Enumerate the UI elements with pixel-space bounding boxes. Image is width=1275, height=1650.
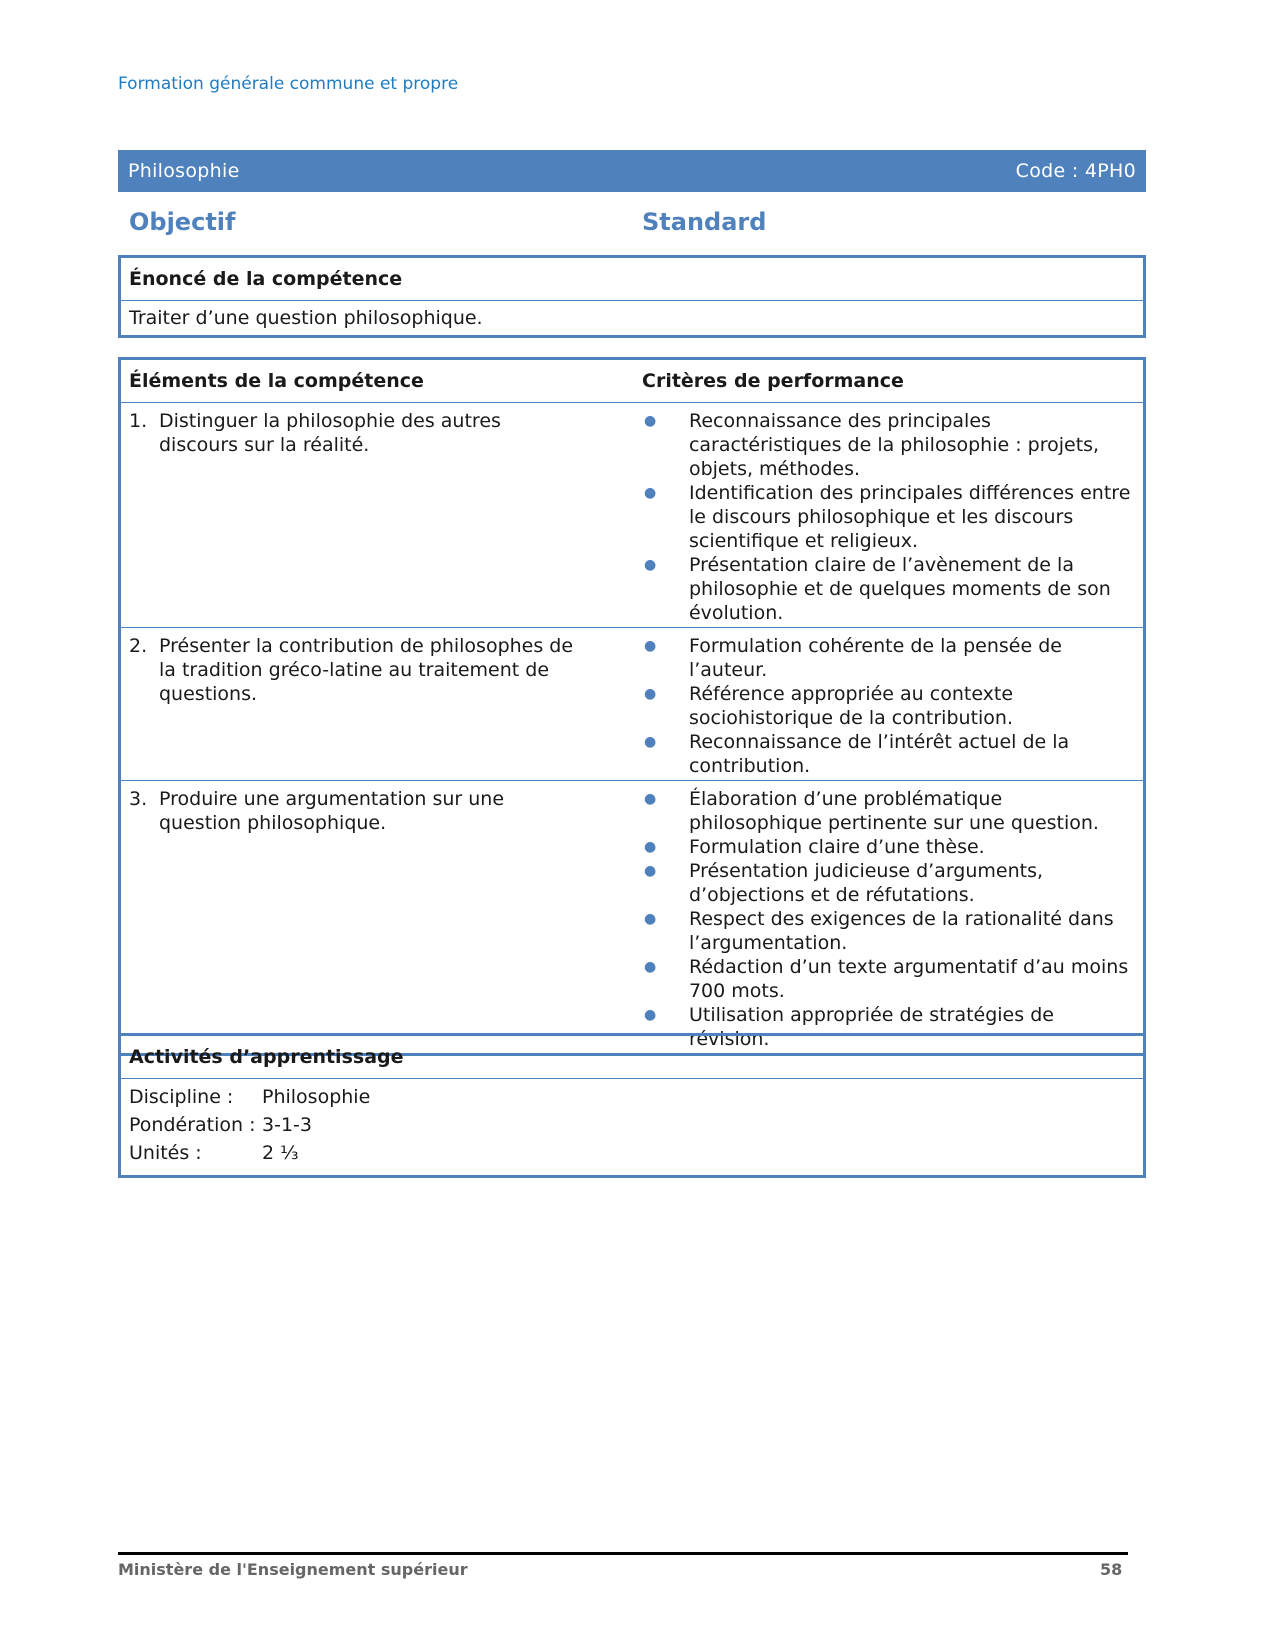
enonce-header: Énoncé de la compétence	[121, 258, 1143, 301]
criterion-item: ● Formulation cohérente de la pensée de l’auteur.	[643, 635, 1062, 681]
standard-heading: Standard	[642, 208, 767, 236]
bullet-icon: ●	[643, 557, 657, 573]
criterion-item: ● Référence appropriée au contexte sociohistorique de la contribution.	[643, 683, 1014, 729]
table-row	[121, 781, 1143, 1053]
element-cell: 2. Présenter la contribution de philosophes de la tradition gréco-latine au traitement de questions.	[129, 635, 574, 705]
bullet-icon: ●	[643, 686, 657, 702]
element-cell: 1. Distinguer la philosophie des autres discours sur la réalité.	[129, 410, 501, 456]
activity-detail-row: Pondération : 3-1-3	[129, 1114, 312, 1136]
criterion-item: ● Respect des exigences de la rationalité dans l’argumentation.	[643, 908, 1114, 954]
enonce-text: Traiter d’une question philosophique.	[129, 307, 483, 329]
criterion-item: ● Identification des principales différences entre le discours philosophique et les discours scientifique et religieux.	[643, 482, 1131, 552]
criterion-item: ● Présentation judicieuse d’arguments, d’objections et de réfutations.	[643, 860, 1044, 906]
section-label: Formation générale commune et propre	[118, 74, 459, 94]
criteria-header: Critères de performance	[642, 370, 904, 392]
bullet-icon: ●	[643, 911, 657, 927]
bullet-icon: ●	[643, 734, 657, 750]
enonce-box	[118, 255, 1146, 338]
criterion-item: ● Élaboration d’une problématique philosophique pertinente sur une question.	[643, 788, 1099, 834]
criterion-item: ● Formulation claire d’une thèse.	[643, 836, 985, 858]
course-subject: Philosophie	[128, 160, 240, 182]
activity-detail-row: Unités : 2 ⅓	[129, 1142, 299, 1164]
criteria-list	[642, 781, 1143, 1053]
footer-divider	[118, 1552, 1128, 1555]
table-row	[121, 403, 1143, 628]
page-number: 58	[1100, 1560, 1123, 1579]
criterion-item: ● Présentation claire de l’avènement de la philosophie et de quelques moments de son évolution.	[643, 554, 1111, 624]
bullet-icon: ●	[643, 413, 657, 429]
element-cell: 3. Produire une argumentation sur une question philosophique.	[129, 788, 505, 834]
elements-table	[118, 357, 1146, 1056]
criterion-item: ● Utilisation appropriée de stratégies de révision.	[643, 1004, 1054, 1050]
bullet-icon: ●	[643, 1007, 657, 1023]
footer-publisher: Ministère de l'Enseignement supérieur	[118, 1560, 468, 1579]
activity-detail-row: Discipline : Philosophie	[129, 1086, 371, 1108]
criterion-item: ● Reconnaissance des principales caractéristiques de la philosophie : projets, objets, méthodes.	[643, 410, 1100, 480]
activites-header: Activités d’apprentissage	[121, 1036, 1143, 1079]
activites-details	[121, 1079, 1143, 1175]
criterion-item: ● Rédaction d’un texte argumentatif d’au moins 700 mots.	[643, 956, 1129, 1002]
criteria-list	[642, 628, 1143, 780]
bullet-icon: ●	[643, 959, 657, 975]
bullet-icon: ●	[643, 863, 657, 879]
course-code: Code : 4PH0	[1015, 160, 1136, 182]
bullet-icon: ●	[643, 638, 657, 654]
bullet-icon: ●	[643, 839, 657, 855]
course-title-bar	[118, 150, 1146, 192]
criterion-item: ● Reconnaissance de l’intérêt actuel de la contribution.	[643, 731, 1070, 777]
bullet-icon: ●	[643, 485, 657, 501]
bullet-icon: ●	[643, 791, 657, 807]
criteria-list	[642, 403, 1143, 627]
activites-box	[118, 1033, 1146, 1178]
objectif-heading: Objectif	[129, 208, 236, 236]
elements-header: Éléments de la compétence	[129, 370, 424, 392]
table-row	[121, 628, 1143, 781]
